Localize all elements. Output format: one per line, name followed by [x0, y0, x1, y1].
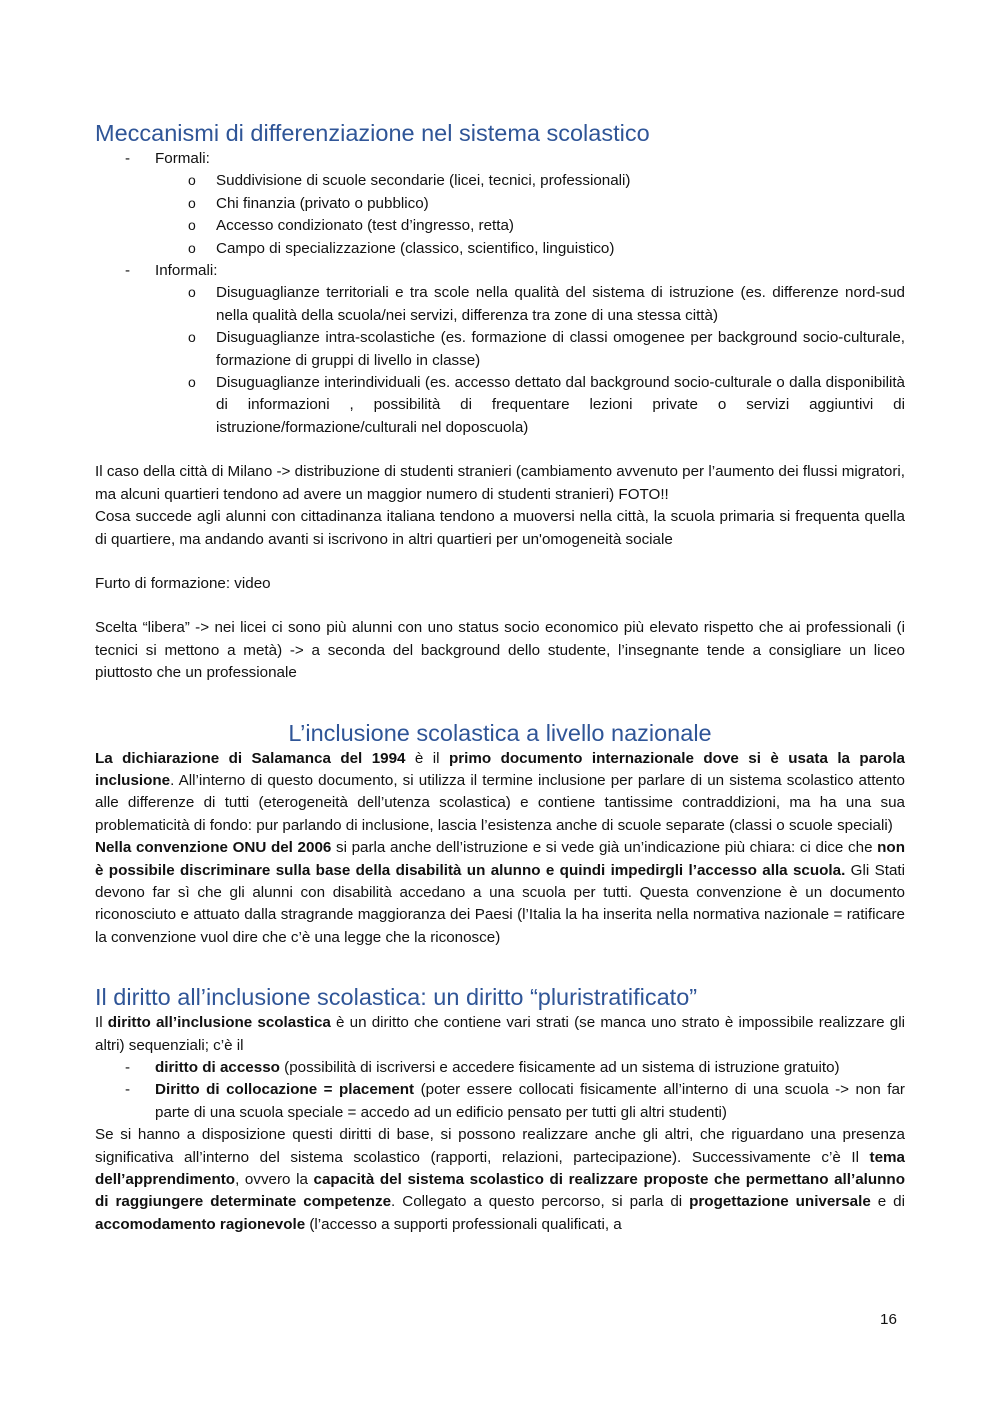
list-item: - diritto di accesso (possibilità di iscriversi e accedere fisicamente ad un sistema di istruzione gratuito) [95, 1057, 905, 1079]
list-item: o Campo di specializzazione (classico, scientifico, linguistico) [95, 238, 905, 260]
formali-label: Formali: [155, 150, 210, 167]
bold-text: progettazione universale [689, 1193, 871, 1211]
paragraph-cittadinanza: Cosa succede agli alunni con cittadinanza italiana tendono a muoversi nella città, la scuola primaria si frequenta quella di quartiere, ma andando avanti si iscrivono in altri quartieri per un'omogeneità sociale [95, 508, 905, 548]
list-item: o Accesso condizionato (test d’ingresso, retta) [95, 215, 905, 237]
section-heading-differenziazione: Meccanismi di differenziazione nel sistema scolastico [95, 120, 650, 146]
rights-list [95, 1057, 905, 1124]
paragraph-diritto-strati: Se si hanno a disposizione questi diritti di base, si possono realizzare anche gli altri, che riguardano una presenza significativa all’interno del sistema scolastico (rapporti, relazioni, partecipazione). Successivamente c’è Il tema dell’apprendimento, ovvero la capacità del sistema scolastico di realizzare proposte che permettano all’alunno di raggiungere determinate competenze. Collegato a questo percorso, si parla di progettazione universale e di accomodamento ragionevole (l’accesso a supporti professionali qualificati, a [95, 1126, 905, 1233]
bold-text: tema dell’apprendimento [95, 1148, 905, 1189]
section-heading-inclusione-nazionale: L’inclusione scolastica a livello nazionale [288, 719, 712, 746]
list-item: o Suddivisione di scuole secondarie (licei, tecnici, professionali) [95, 170, 905, 192]
paragraph-milano: Il caso della città di Milano -> distribuzione di studenti stranieri (cambiamento avvenuto per l’aumento dei flussi migratori, ma alcuni quartieri tendono ad avere un maggior numero di studenti stranieri) FOTO!! [95, 463, 905, 503]
mechanisms-list [95, 148, 905, 439]
bold-text: diritto all’inclusione scolastica [107, 1014, 331, 1032]
bold-text: accomodamento ragionevole [95, 1215, 306, 1233]
bold-text: La dichiarazione di Salamanca del 1994 [95, 749, 406, 767]
list-item: o Disuguaglianze interindividuali (es. accesso dettato dal background socio-culturale o dalla disponibilità di informazioni , possibilità di frequentare lezioni private o servizi aggiuntivi di istruzione/formazione/culturali nel doposcuola) [95, 372, 905, 439]
bold-text: Nella convenzione ONU del 2006 [95, 839, 332, 857]
paragraph-furto: Furto di formazione: video [95, 574, 271, 592]
bold-text: capacità del sistema scolastico di realizzare proposte che permettano all’alunno di raggiungere determinate competenze [95, 1171, 905, 1211]
paragraph-onu: Nella convenzione ONU del 2006 si parla anche dell’istruzione e si vede già un’indicazione più chiara: ci dice che non è possibile discriminare sulla base della disabilità un alunno e quindi impedirgli l’accesso alla scuola. Gli Stati devono far sì che gli alunni con disabilità accedano a una scuola per tutti. Questa convenzione è un documento riconosciuto e attuato dalla stragrande maggioranza dei Paesi (l’Italia la ha inserita nella normativa nazionale = ratificare la convenzione vuol dire che c’è una legge che la riconosce) [95, 839, 905, 946]
paragraph-scelta: Scelta “libera” -> nei licei ci sono più alunni con uno status socio economico più elevato rispetto che ai professionali (i tecnici si mettono a metà) -> a seconda del background dello studente, l’insegnante tende a consigliare un liceo piuttosto che un professionale [95, 619, 905, 682]
paragraph-diritto-intro: Il diritto all’inclusione scolastica è un diritto che contiene vari strati (se manca uno strato è impossibile realizzare gli altri) sequenziali; c’è il [95, 1014, 905, 1054]
bold-text: non è possibile discriminare sulla base della disabilità un alunno e quindi impedirgli l’accesso alla scuola. [95, 839, 905, 879]
list-item: o Chi finanzia (privato o pubblico) [95, 193, 905, 215]
list-item: o Disuguaglianze intra-scolastiche (es. formazione di classi omogenee per background socio-culturale, formazione di gruppi di livello in classe) [95, 327, 905, 372]
paragraph-salamanca: La dichiarazione di Salamanca del 1994 è il primo documento internazionale dove si è usata la parola inclusione. All’interno di questo documento, si utilizza il termine inclusione per parlare di un sistema scolastico attento alle differenze di tutti (eterogeneità dell’utenza scolastica) e contiene tantissime contraddizioni, ma ha una sua problematicità di fondo: pur parlando di inclusione, lascia l’esistenza anche di scuole separate (classi o scuole speciali) [95, 749, 905, 834]
list-item-formali [95, 148, 905, 260]
informali-label: Informali: [155, 262, 218, 280]
informali-sublist [95, 282, 905, 439]
list-item-informali [95, 260, 905, 439]
section-heading-diritto: Il diritto all’inclusione scolastica: un diritto “pluristratificato” [95, 984, 698, 1011]
list-item: o Disuguaglianze territoriali e tra scole nella qualità del sistema di istruzione (es. differenze nord-sud nella qualità della scuola/nei servizi, differenza tra zone di una stessa città) [95, 282, 905, 327]
formali-sublist [95, 170, 905, 260]
page-number: 16 [880, 1311, 897, 1328]
list-item: - Diritto di collocazione = placement (poter essere collocati fisicamente all’interno di una scuola -> non far parte di una scuola speciale = accedo ad un edificio pensato per tutti gli altri studenti) [95, 1079, 905, 1124]
document-page [95, 118, 905, 1236]
bold-text: primo documento internazionale dove si è usata la parola inclusione [95, 749, 905, 789]
